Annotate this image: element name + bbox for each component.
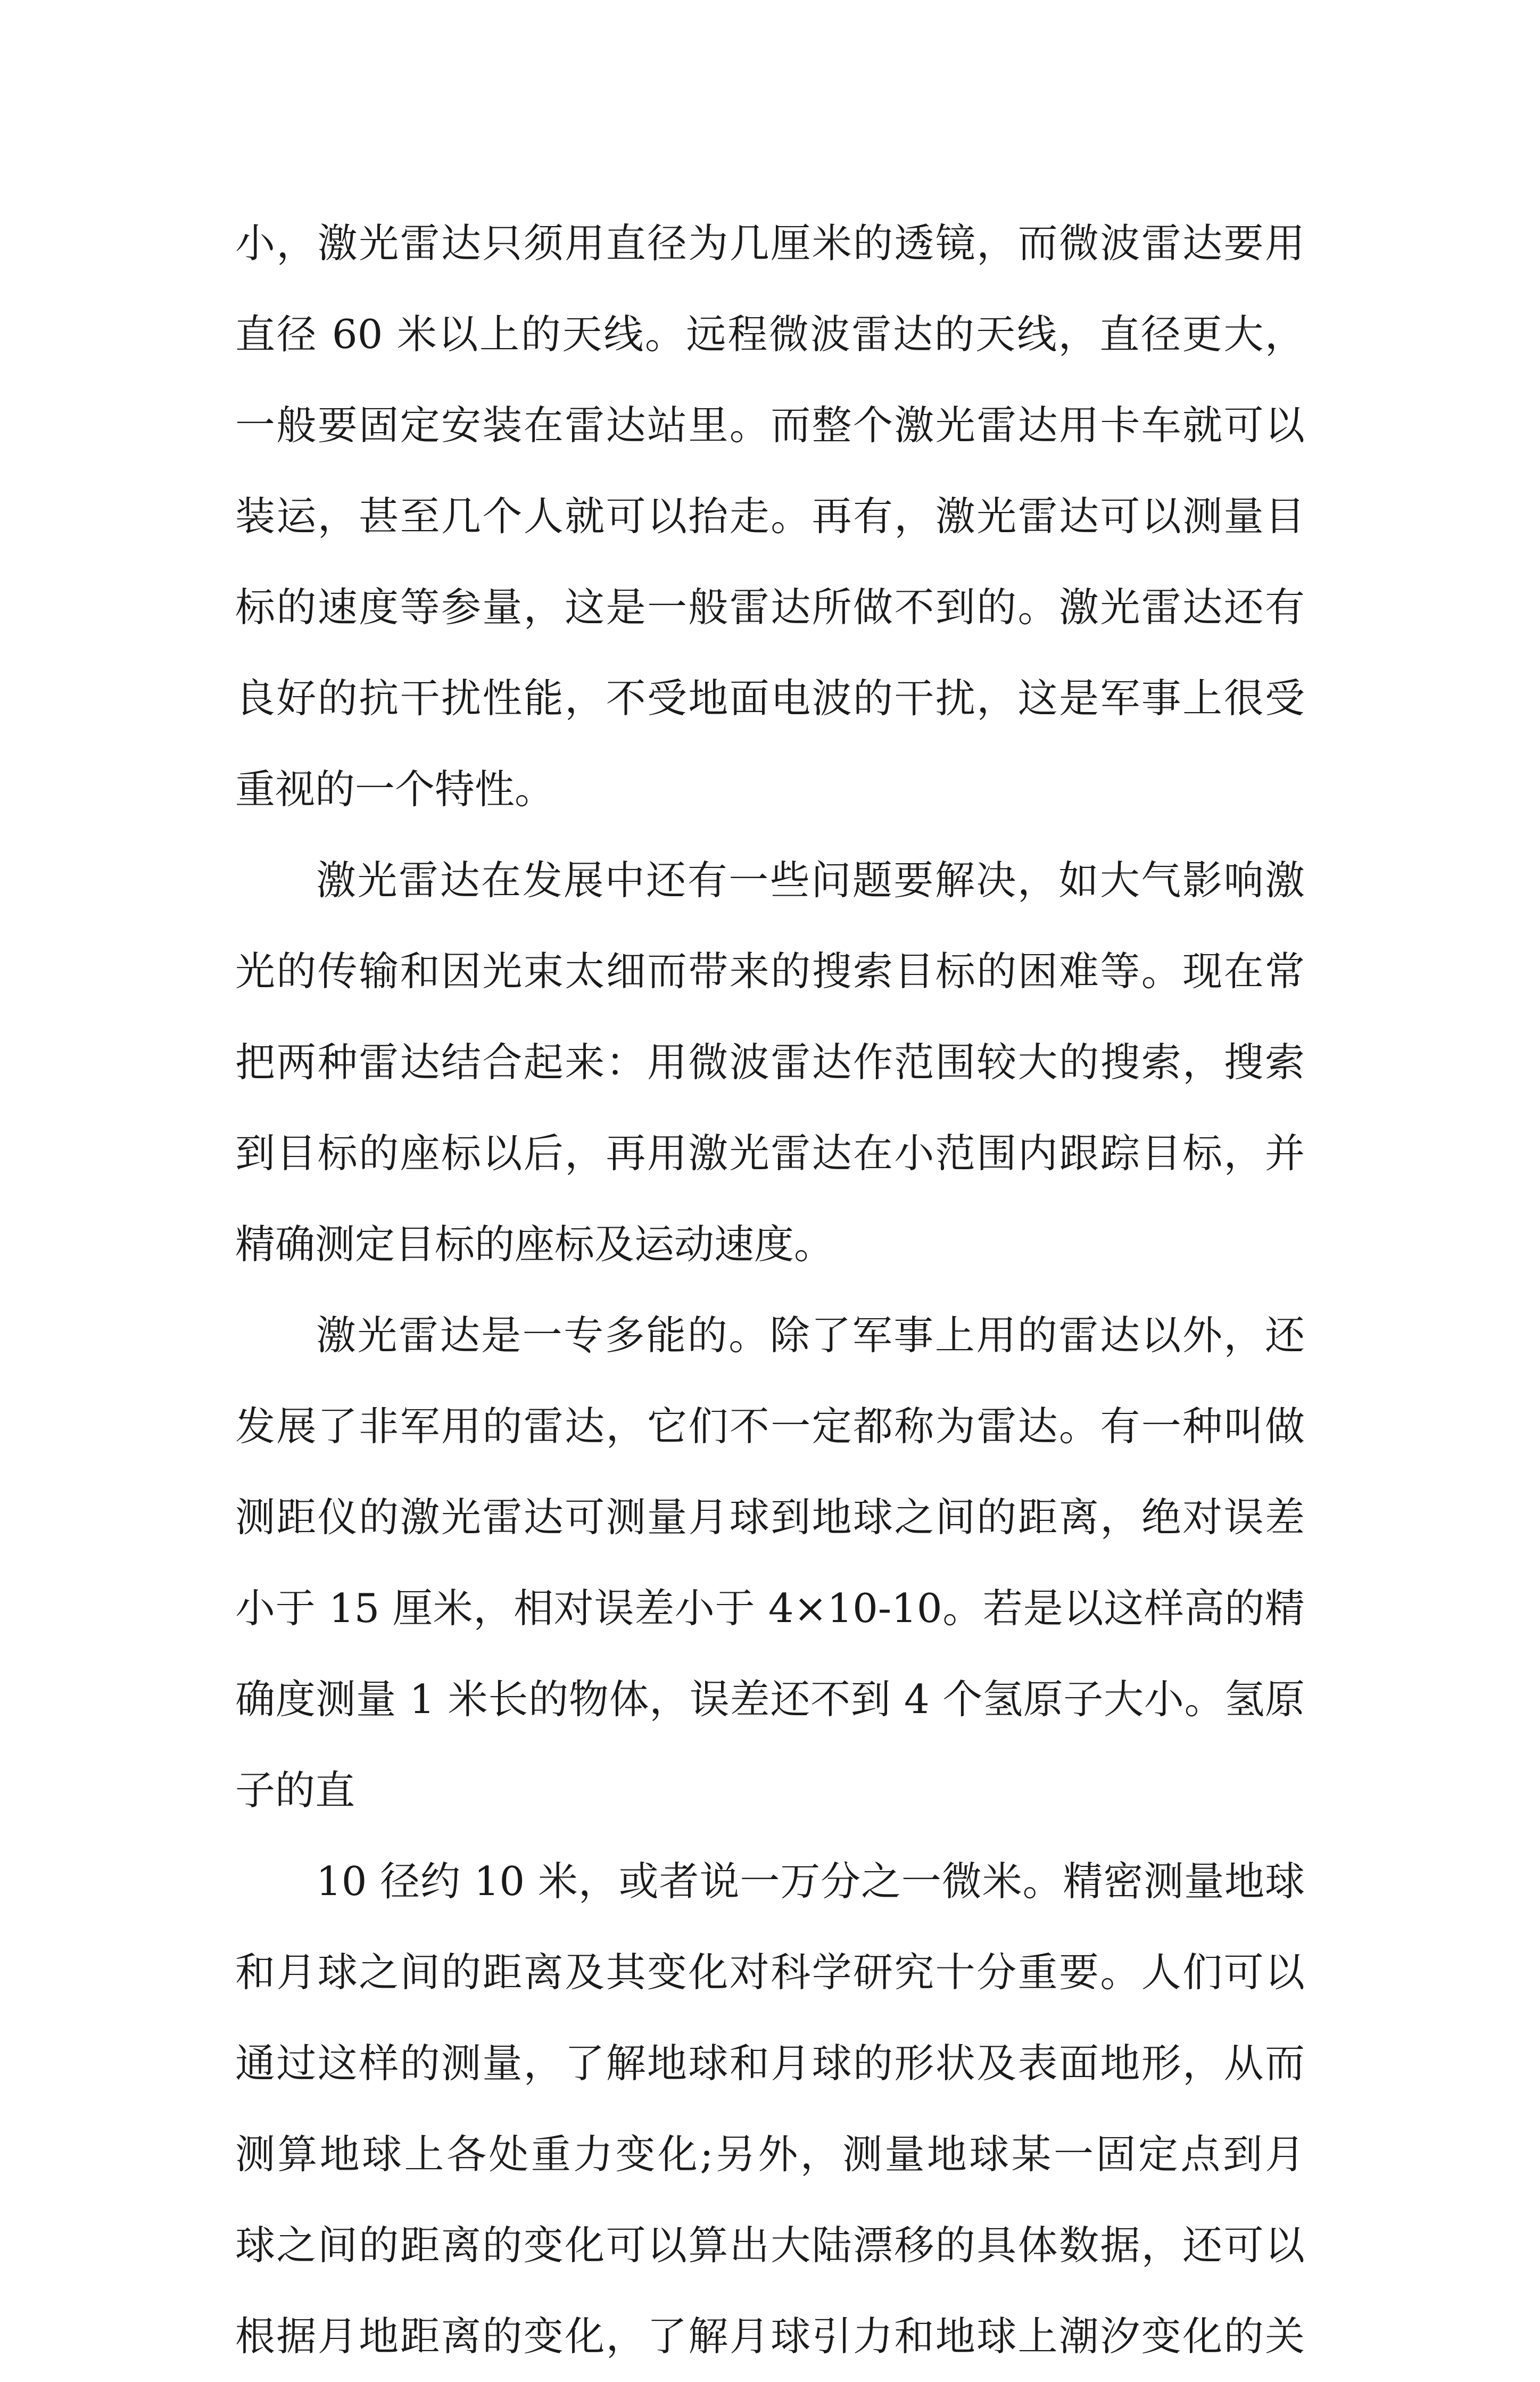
text-line: 良好的抗干扰性能，不受地面电波的干扰，这是军事上很受 bbox=[235, 675, 1305, 722]
text-line: 发展了非军用的雷达，它们不一定都称为雷达。有一种叫做 bbox=[235, 1403, 1305, 1450]
text-line: 子的直 bbox=[235, 1767, 355, 1814]
text-line: 标的速度等参量，这是一般雷达所做不到的。激光雷达还有 bbox=[235, 584, 1305, 631]
text-line: 一般要固定安装在雷达站里。而整个激光雷达用卡车就可以 bbox=[235, 402, 1305, 449]
text-line: 和月球之间的距离及其变化对科学研究十分重要。人们可以 bbox=[235, 1949, 1305, 1996]
text-line: 装运，甚至几个人就可以抬走。再有，激光雷达可以测量目 bbox=[235, 493, 1305, 540]
text-line: 激光雷达在发展中还有一些问题要解决，如大气影响激 bbox=[316, 857, 1305, 904]
text-line: 球之间的距离的变化可以算出大陆漂移的具体数据，还可以 bbox=[235, 2222, 1305, 2269]
text-line: 小，激光雷达只须用直径为几厘米的透镜，而微波雷达要用 bbox=[235, 220, 1305, 267]
text-line: 测算地球上各处重力变化;另外，测量地球某一固定点到月 bbox=[235, 2131, 1305, 2178]
body-text bbox=[235, 198, 1305, 2382]
text-line: 精确测定目标的座标及运动速度。 bbox=[235, 1221, 834, 1268]
text-line: 把两种雷达结合起来：用微波雷达作范围较大的搜索，搜索 bbox=[235, 1039, 1305, 1086]
text-line: 直径 60 米以上的天线。远程微波雷达的天线，直径更大， bbox=[235, 311, 1305, 358]
text-line: 根据月地距离的变化，了解月球引力和地球上潮汐变化的关 bbox=[235, 2313, 1305, 2360]
text-line: 小于 15 厘米，相对误差小于 4×10-10。若是以这样高的精 bbox=[235, 1585, 1305, 1632]
text-line: 通过这样的测量，了解地球和月球的形状及表面地形，从而 bbox=[235, 2040, 1305, 2087]
text-line: 确度测量 1 米长的物体，误差还不到 4 个氢原子大小。氢原 bbox=[235, 1676, 1305, 1723]
text-line: 测距仪的激光雷达可测量月球到地球之间的距离，绝对误差 bbox=[235, 1494, 1305, 1541]
text-line: 激光雷达是一专多能的。除了军事上用的雷达以外，还 bbox=[316, 1312, 1305, 1359]
text-line: 重视的一个特性。 bbox=[235, 766, 555, 813]
text-line: 10 径约 10 米，或者说一万分之一微米。精密测量地球 bbox=[316, 1858, 1305, 1905]
text-line: 到目标的座标以后，再用激光雷达在小范围内跟踪目标，并 bbox=[235, 1130, 1305, 1177]
text-line: 光的传输和因光束太细而带来的搜索目标的困难等。现在常 bbox=[235, 948, 1305, 995]
